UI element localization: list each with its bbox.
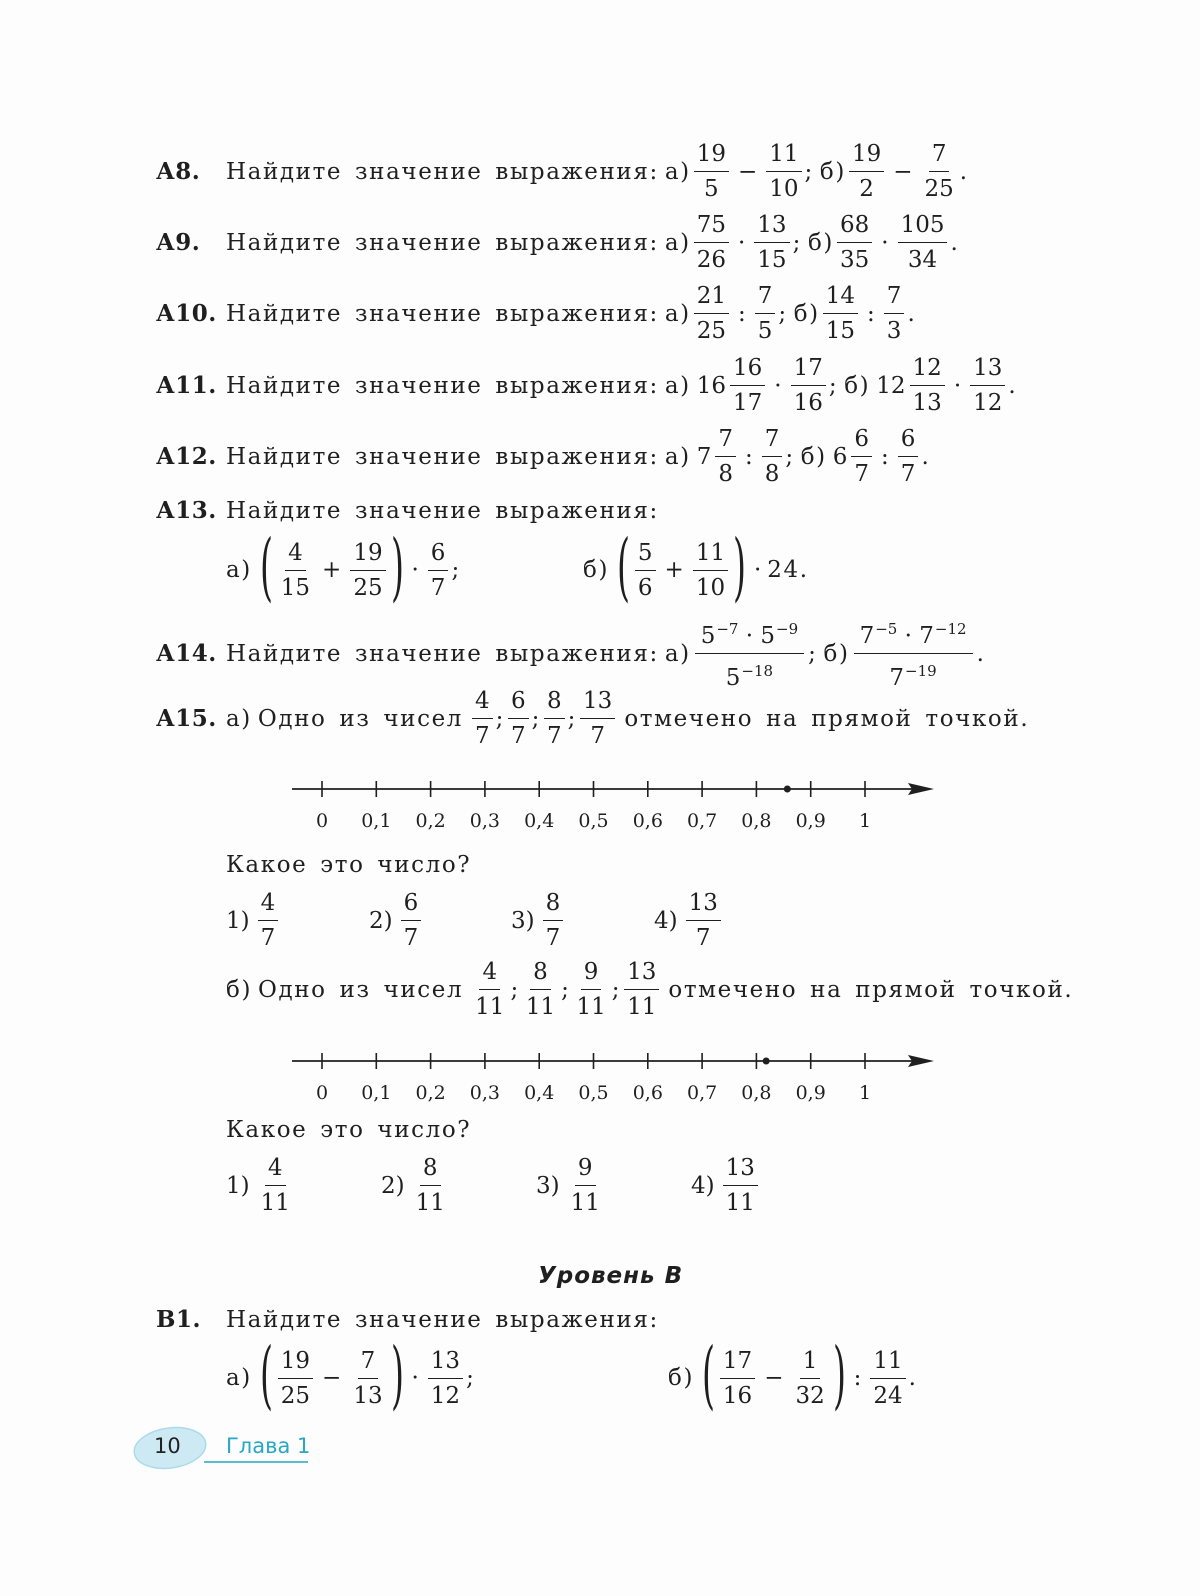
- part-label: б): [844, 372, 871, 399]
- problem-number: А15.: [156, 705, 217, 732]
- number-line-b: [280, 1042, 960, 1102]
- problem-a13-part-b: б) ( 5 6 + $\frac{11}{10}$ ) · 24.: [583, 524, 809, 610]
- fraction: 17 16: [791, 351, 826, 420]
- answer-option-2[interactable]: 2) 6 7: [369, 886, 424, 955]
- part-label: а): [226, 1365, 252, 1391]
- part-label: б): [800, 443, 827, 470]
- problem-text: Найдите значение выражения:: [226, 1306, 659, 1333]
- problem-a14: А14. Найдите значение выражения: а) $5^{-7} \cdot 5^{-9}$ $5^{-18}$ ; б) $7^{-5} \cdot 7^{-12}$ $7^{-19}$ .: [156, 612, 985, 695]
- whole-part: 16: [696, 372, 726, 399]
- problem-number: А8.: [156, 158, 201, 185]
- tick-label: 0,5: [578, 810, 609, 830]
- problem-b1-part-b: б) ( 17 16 − $\frac{1}{32}$ ) : 11 24 .: [668, 1332, 918, 1418]
- whole-part: 12: [876, 372, 906, 399]
- fraction: 68 35: [837, 208, 872, 277]
- fraction: 75 26: [694, 208, 729, 277]
- problem-text: Найдите значение выражения:: [226, 300, 659, 327]
- fraction: 4 15: [278, 536, 313, 605]
- section-heading: Уровень В: [538, 1263, 684, 1289]
- fraction: 4 11: [472, 955, 507, 1024]
- tick-label: 0: [315, 1082, 329, 1102]
- fraction: $\frac{1}{32}$: [792, 1344, 827, 1413]
- fraction: $\frac{7}{13}$: [350, 1344, 385, 1413]
- answer-option-3[interactable]: 3) 8 7: [511, 886, 566, 955]
- answer-option-1[interactable]: 1) 4 11: [226, 1151, 296, 1220]
- fraction: $\frac{11}{10}$: [766, 137, 801, 206]
- fraction: 8 11: [523, 955, 558, 1024]
- answer-option-4[interactable]: 4) 13 11: [691, 1151, 761, 1220]
- power-fraction: $5^{-7} \cdot 5^{-9}$ $5^{-18}$: [695, 612, 804, 695]
- part-label: а): [664, 229, 691, 256]
- fraction: 11 24: [870, 1344, 905, 1413]
- tick-label: 1: [858, 1082, 872, 1102]
- fraction: 13 11: [723, 1151, 758, 1220]
- problem-text: Найдите значение выражения:: [226, 229, 659, 256]
- tick-label: 0,7: [686, 1082, 718, 1102]
- answer-option-1[interactable]: 1) 4 7: [226, 886, 281, 955]
- problem-a11: А11. Найдите значение выражения: а) 16 16 17 · 17 16 ; б) 12 12 13 · 13 12 .: [156, 351, 1017, 420]
- problem-number: А14.: [156, 640, 217, 667]
- marked-point: [784, 786, 791, 793]
- fraction: 8 7: [544, 684, 565, 753]
- part-label: б): [668, 1365, 695, 1391]
- problem-text: Найдите значение выражения:: [226, 640, 659, 667]
- part-label: а): [664, 443, 691, 470]
- fraction: 4 7: [472, 684, 493, 753]
- tick-label: 0,7: [686, 810, 718, 830]
- fraction: 12 13: [910, 351, 945, 420]
- fraction: 16 17: [730, 351, 765, 420]
- power-fraction: $7^{-5} \cdot 7^{-12}$ $7^{-19}$: [854, 612, 973, 695]
- tick-label: 0,4: [524, 1082, 555, 1102]
- question-text: Какое это число?: [226, 1117, 472, 1143]
- problem-b1-title: [156, 1306, 659, 1333]
- tick-label: 0,8: [741, 810, 772, 830]
- fraction: 7 8: [715, 422, 736, 491]
- part-label: а): [226, 705, 252, 732]
- fraction: 6 7: [401, 886, 422, 955]
- problem-a13-title: [156, 497, 659, 524]
- fraction: 13 12: [428, 1344, 463, 1413]
- tick-label: 1: [858, 810, 872, 830]
- problem-a9: А9. Найдите значение выражения: а) 75 26 · 13 15 ; б) 68 35 · 105 34 .: [156, 208, 959, 277]
- fraction: 13 7: [580, 684, 615, 753]
- fraction: $\frac{11}{10}$: [693, 536, 728, 605]
- fraction: 17 16: [720, 1344, 755, 1413]
- tick-label: 0,2: [415, 1082, 446, 1102]
- part-label: а): [664, 372, 691, 399]
- part-label: б): [823, 640, 850, 667]
- part-label: б): [819, 158, 846, 185]
- fraction: 8 7: [543, 886, 564, 955]
- problem-number: А12.: [156, 443, 217, 470]
- number-line-a: [280, 770, 960, 830]
- fraction: 9 11: [573, 955, 608, 1024]
- problem-a10: А10. Найдите значение выражения: а) 21 25 : 7 5 ; б) 14 15 : 7 3 .: [156, 279, 916, 348]
- part-label: а): [664, 640, 691, 667]
- tick-label: 0,1: [361, 810, 392, 830]
- fraction: 19 5: [694, 137, 729, 206]
- problem-number: А9.: [156, 229, 201, 256]
- fraction: 6 7: [508, 684, 529, 753]
- fraction: 13 15: [754, 208, 789, 277]
- part-label: а): [226, 557, 252, 583]
- question-text: Какое это число?: [226, 852, 472, 878]
- fraction: 6 7: [851, 422, 872, 491]
- problem-a15-part-a: А15. а) Одно из чисел 4 7 ; 6 7 ; 8 7 ; 13 7 отмечено на прямой точкой.: [156, 684, 1029, 753]
- tick-label: 0,9: [795, 1082, 826, 1102]
- problem-a8: А8. Найдите значение выражения: а) 19 5 − $\frac{11}{10}$ ; б) 19 2 − $\frac{7}{25}$ .: [156, 137, 969, 206]
- problem-number: А13.: [156, 497, 217, 524]
- fraction: 5 6: [635, 536, 656, 605]
- fraction: 7 5: [755, 279, 776, 348]
- problem-text: Найдите значение выражения:: [226, 497, 659, 524]
- part-label: а): [664, 300, 691, 327]
- multiplier: 24.: [767, 557, 809, 583]
- fraction: 6 7: [428, 536, 449, 605]
- fraction: 4 11: [258, 1151, 293, 1220]
- whole-part: 7: [696, 443, 712, 470]
- tick-label: 0,8: [741, 1082, 772, 1102]
- problem-b1-part-a: а) ( 19 25 − $\frac{7}{13}$ ) · 13 12 ;: [226, 1332, 476, 1418]
- tick-label: 0,2: [415, 810, 446, 830]
- fraction: 13 12: [970, 351, 1005, 420]
- fraction: 19 25: [278, 1344, 313, 1413]
- whole-part: 6: [832, 443, 848, 470]
- problem-text: Найдите значение выражения:: [226, 158, 659, 185]
- tick-label: 0,6: [632, 810, 663, 830]
- page-number: 10: [154, 1434, 181, 1458]
- fraction: 21 25: [694, 279, 729, 348]
- problem-text: Найдите значение выражения:: [226, 443, 659, 470]
- part-label: б): [226, 976, 253, 1003]
- part-label: б): [793, 300, 820, 327]
- fraction: 13 11: [624, 955, 659, 1024]
- answer-option-2[interactable]: 2) 8 11: [381, 1151, 451, 1220]
- problem-a12: А12. Найдите значение выражения: а) 7 7 8 : 7 8 ; б) 6 6 7 : 6 7 .: [156, 422, 930, 491]
- fraction: 4 7: [258, 886, 279, 955]
- chapter-label: Глава 1: [226, 1434, 311, 1458]
- part-label: б): [583, 557, 610, 583]
- fraction: 9 11: [568, 1151, 603, 1220]
- fraction: $\frac{19}{25}$: [350, 536, 385, 605]
- part-label: б): [807, 229, 834, 256]
- problem-text: Одно из чисел: [258, 976, 464, 1003]
- problem-a15-part-b: б) Одно из чисел 4 11 ; 8 11 ; 9 11 ; 13 11 отмечено на прямой точкой.: [226, 955, 1073, 1024]
- tick-label: 0,6: [632, 1082, 663, 1102]
- tick-label: 0: [315, 810, 329, 830]
- tick-label: 0,3: [469, 1082, 501, 1102]
- fraction: 8 11: [413, 1151, 448, 1220]
- problem-text: Одно из чисел: [257, 705, 464, 732]
- part-label: а): [664, 158, 691, 185]
- fraction: 13 7: [686, 886, 721, 955]
- fraction: 14 15: [823, 279, 858, 348]
- fraction: 6 7: [898, 422, 919, 491]
- fraction: 7 3: [884, 279, 905, 348]
- tick-label: 0,1: [361, 1082, 392, 1102]
- marked-point: [763, 1058, 770, 1065]
- answer-option-4[interactable]: 4) 13 7: [654, 886, 724, 955]
- problem-number: А10.: [156, 300, 217, 327]
- problem-number: В1.: [156, 1306, 201, 1333]
- fraction: 19 2: [849, 137, 884, 206]
- fraction: $\frac{7}{25}$: [922, 137, 957, 206]
- problem-number: А11.: [156, 372, 217, 399]
- fraction: 7 8: [762, 422, 783, 491]
- problem-text: отмечено на прямой точкой.: [624, 705, 1030, 732]
- tick-label: 0,4: [524, 810, 555, 830]
- tick-label: 0,9: [795, 810, 826, 830]
- answer-option-3[interactable]: 3) 9 11: [536, 1151, 606, 1220]
- problem-text: отмечено на прямой точкой.: [668, 976, 1074, 1003]
- tick-label: 0,3: [469, 810, 501, 830]
- problem-text: Найдите значение выражения:: [226, 372, 659, 399]
- tick-label: 0,5: [578, 1082, 609, 1102]
- fraction: 105 34: [898, 208, 948, 277]
- problem-a13-part-a: а) ( 4 15 + $\frac{19}{25}$ ) · 6 7 ;: [226, 524, 461, 610]
